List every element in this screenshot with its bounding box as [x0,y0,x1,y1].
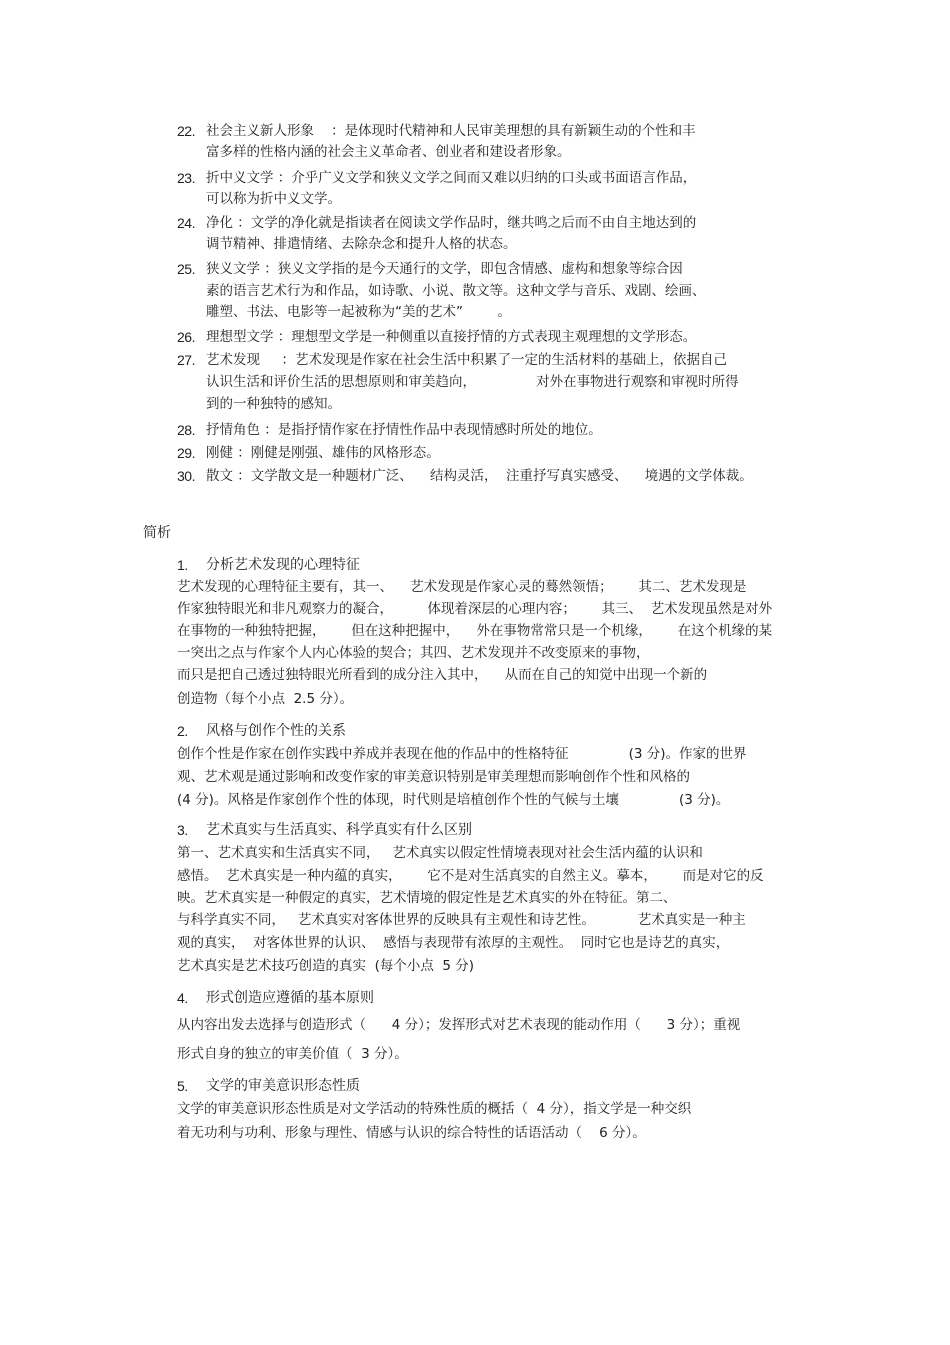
definition-text: 刚健 ：刚健是刚强、雄伟的风格形态。 [206,445,440,461]
answer-line: 观、艺术观是通过影响和改变作家的审美意识特别是审美理想而影响创作个性和风格的 [177,769,690,785]
answer-line: 与科学真实不同， 艺术真实对客体世界的反映具有主观性和诗艺性。 艺术真实是一种主 [177,912,746,928]
answer-line: 艺术发现的心理特征主要有，其一、 艺术发现是作家心灵的蓦然领悟； 其二、艺术发现是 [177,579,747,595]
question-number: 2. [177,723,188,739]
definition-text: 社会主义新人形象 ：是体现时代精神和人民审美理想的具有新颖生动的个性和丰 [206,123,696,139]
question-number: 1. [177,557,188,573]
answer-line: 从内容出发去选择与创造形式（ 4 分）；发挥形式对艺术表现的能动作用（ 3 分）；重视 [177,1017,741,1033]
definition-text: 散文 ：文学散文是一种题材广泛、 结构灵活， 注重抒写真实感受、 境遇的文学体裁。 [206,468,753,484]
question-title: 形式创造应遵循的基本原则 [206,990,374,1006]
item-number: 27. [177,352,195,368]
item-number: 26. [177,329,195,345]
definition-text: 素的语言艺术行为和作品，如诗歌、小说、散文等。这种文学与音乐、戏剧、绘画、 [206,283,706,299]
section-title: 简析 [143,525,171,541]
answer-line: 而只是把自己透过独特眼光所看到的成分注入其中， 从而在自己的知觉中出现一个新的 [177,667,708,683]
answer-line: 感悟。 艺术真实是一种内蕴的真实， 它不是对生活真实的自然主义。摹本， 而是对它的反 [177,868,764,884]
item-number: 24. [177,215,195,231]
item-number: 30. [177,468,195,484]
definition-text: 到的一种独特的感知。 [206,396,341,412]
answer-line: 映。艺术真实是一种假定的真实，艺术情境的假定性是艺术真实的外在特征。第二、 [177,890,677,906]
answer-line: 艺术真实是艺术技巧创造的真实 (每个小点 5 分) [177,958,475,974]
item-number: 25. [177,261,195,277]
item-number: 23. [177,170,195,186]
answer-line: 创造物（每个小点 2.5 分）。 [177,691,354,707]
item-number: 22. [177,123,195,139]
definition-text: 调节精神、排遣情绪、去除杂念和提升人格的状态。 [206,236,517,252]
answer-line: 第一、艺术真实和生活真实不同， 艺术真实以假定性情境表现对社会生活内蕴的认识和 [177,845,703,861]
answer-line: 一突出之点与作家个人内心体验的契合；其四、艺术发现并不改变原来的事物， [177,645,650,661]
answer-line: (4 分)。风格是作家创作个性的体现，时代则是培植创作个性的气候与土壤 (3 分)。 [177,792,730,808]
definition-text: 理想型文学 ：理想型文学是一种侧重以直接抒情的方式表现主观理想的文学形态。 [206,329,697,345]
question-title: 文学的审美意识形态性质 [206,1078,360,1094]
question-title: 风格与创作个性的关系 [206,723,346,739]
question-title: 艺术真实与生活真实、科学真实有什么区别 [206,822,472,838]
item-number: 28. [177,422,195,438]
answer-line: 观的真实， 对客体世界的认识、 感悟与表现带有浓厚的主观性。 同时它也是诗艺的真实， [177,935,730,951]
question-number: 5. [177,1078,188,1094]
question-number: 4. [177,990,188,1006]
question-number: 3. [177,822,188,838]
definition-text: 折中义文学 ：介乎广义文学和狭义文学之间而又难以归纳的口头或书面语言作品， [206,170,697,186]
answer-line: 在事物的一种独特把握， 但在这种把握中， 外在事物常常只是一个机缘， 在这个机缘的某 [177,623,773,639]
definition-text: 认识生活和评价生活的思想原则和审美趋向， 对外在事物进行观察和审视时所得 [206,374,739,390]
definition-text: 可以称为折中义文学。 [206,191,341,207]
definition-text: 艺术发现 ：艺术发现是作家在社会生活中积累了一定的生活材料的基础上，依据自己 [206,352,727,368]
question-title: 分析艺术发现的心理特征 [206,557,360,573]
item-number: 29. [177,445,195,461]
answer-line: 文学的审美意识形态性质是对文学活动的特殊性质的概括（ 4 分），指文学是一种交织 [177,1101,692,1117]
definition-text: 雕塑、书法、电影等一起被称为“美的艺术” 。 [206,304,511,320]
definition-text: 狭义文学 ：狭义文学指的是今天通行的文学，即包含情感、虚构和想象等综合因 [206,261,683,277]
definition-text: 抒情角色 ：是指抒情作家在抒情性作品中表现情感时所处的地位。 [206,422,602,438]
definition-text: 富多样的性格内涵的社会主义革命者、创业者和建设者形象。 [206,144,571,160]
answer-line: 创作个性是作家在创作实践中养成并表现在他的作品中的性格特征 (3 分)。作家的世界 [177,746,747,762]
answer-line: 作家独特眼光和非凡观察力的凝合， 体现着深层的心理内容； 其三、 艺术发现虽然是对外 [177,601,773,617]
definition-text: 净化 ：文学的净化就是指读者在阅读文学作品时，继共鸣之后而不由自主地达到的 [206,215,697,231]
answer-line: 着无功利与功利、形象与理性、情感与认识的综合特性的话语活动（ 6 分）。 [177,1125,646,1141]
answer-line: 形式自身的独立的审美价值（ 3 分）。 [177,1046,408,1062]
